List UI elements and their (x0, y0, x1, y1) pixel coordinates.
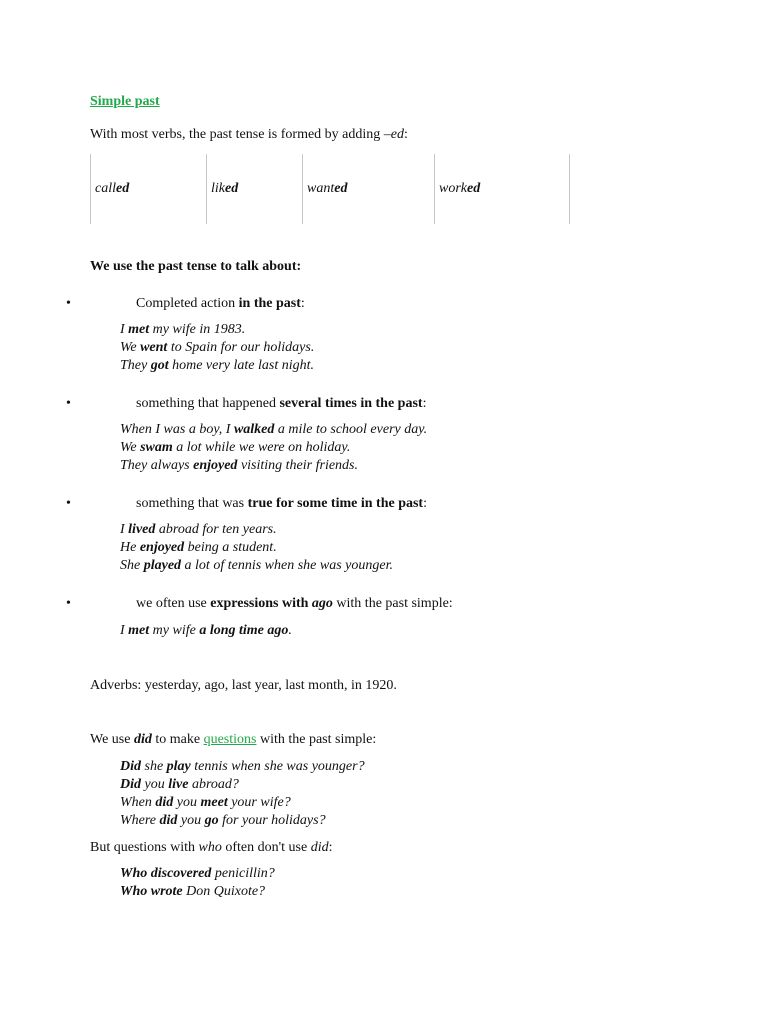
usage-end: with the past simple: (332, 596, 453, 611)
example-text: my wife (149, 623, 200, 638)
verb-worked (439, 181, 480, 197)
qi-text: to make (151, 732, 204, 747)
q-text: for your holidays? (218, 813, 326, 828)
example-line (120, 358, 314, 374)
q-word: Did (120, 777, 141, 792)
usage-several-times (136, 396, 426, 412)
intro-text (90, 127, 408, 143)
usage-emphasis: in the past (238, 296, 301, 311)
questions-intro (90, 732, 376, 748)
q-word: did (159, 813, 178, 828)
verb-ending: ed (225, 181, 239, 196)
usage-emphasis: expressions with (210, 596, 312, 611)
example-text: abroad for ten years. (155, 522, 277, 537)
verb-liked (211, 181, 238, 197)
who-text: But questions with (90, 840, 199, 855)
q-text: When (120, 795, 156, 810)
example-text: I (120, 322, 129, 337)
example-verb: walked (233, 422, 275, 437)
intro-suffix: –ed (383, 127, 404, 142)
q-word: Did (120, 759, 141, 774)
q-text: you (173, 795, 201, 810)
who-word: who (198, 840, 222, 855)
usage-emphasis: true for some time in the past (247, 496, 424, 511)
usage-text: something that was (136, 496, 248, 511)
verb-called (95, 181, 129, 197)
verb-cell (206, 154, 303, 224)
usage-end: : (300, 296, 305, 311)
example-line (120, 540, 277, 556)
example-text: She (120, 558, 144, 573)
example-text: being a student. (184, 540, 277, 555)
bullet-icon: • (66, 596, 71, 611)
question-line (120, 777, 239, 793)
usage-emphasis-italic: ago (311, 596, 333, 611)
example-verb: played (143, 558, 182, 573)
example-text: my wife in 1983. (149, 322, 246, 337)
verb-stem: work (439, 181, 467, 196)
question-line (120, 795, 291, 811)
example-text: a mile to school every day. (274, 422, 428, 437)
example-text: a lot while we were on holiday. (172, 440, 351, 455)
example-line (120, 458, 358, 474)
question-line (120, 813, 326, 829)
example-verb: enjoyed (139, 540, 185, 555)
page-title[interactable]: Simple past (90, 94, 160, 109)
example-text: visiting their friends. (237, 458, 358, 473)
section-heading: We use the past tense to talk about: (90, 259, 302, 274)
example-line (120, 522, 277, 538)
who-q-bold: Who wrote (120, 884, 183, 899)
verb-stem: lik (211, 181, 225, 196)
example-line (120, 623, 292, 639)
questions-link[interactable]: questions (203, 732, 257, 747)
who-intro (90, 840, 332, 856)
who-question-line (120, 884, 265, 900)
who-did: did (310, 840, 329, 855)
usage-text: Completed action (136, 296, 239, 311)
verb-wanted (307, 181, 347, 197)
example-text: I (120, 522, 129, 537)
verb-ending: ed (116, 181, 130, 196)
example-line (120, 558, 393, 574)
q-text: tennis when she was younger? (190, 759, 365, 774)
usage-completed-action (136, 296, 305, 312)
q-text: abroad? (188, 777, 239, 792)
example-line (120, 340, 314, 356)
usage-text: something that happened (136, 396, 280, 411)
usage-text: we often use (136, 596, 211, 611)
example-text: . (288, 623, 292, 638)
verb-ending: ed (467, 181, 481, 196)
bullet-icon: • (66, 396, 71, 411)
example-line (120, 322, 245, 338)
intro-text-main: With most verbs, the past tense is formed by adding (90, 127, 384, 142)
example-verb: enjoyed (193, 458, 238, 473)
verb-stem: call (95, 181, 116, 196)
example-verb: swam (140, 440, 173, 455)
verb-cell (302, 154, 435, 224)
q-verb: meet (200, 795, 228, 810)
example-text: I (120, 623, 129, 638)
usage-emphasis: several times in the past (279, 396, 423, 411)
who-q-text: Don Quixote? (182, 884, 266, 899)
qi-did: did (133, 732, 152, 747)
example-line (120, 440, 350, 456)
q-verb: live (168, 777, 189, 792)
q-text: you (177, 813, 205, 828)
who-text: often don't use (221, 840, 311, 855)
bullet-icon: • (66, 296, 71, 311)
example-text: to Spain for our holidays. (167, 340, 315, 355)
qi-text: We use (90, 732, 134, 747)
q-verb: play (166, 759, 191, 774)
usage-end: : (423, 496, 427, 511)
usage-end: : (422, 396, 427, 411)
verb-stem: want (307, 181, 335, 196)
example-verb: went (140, 340, 168, 355)
who-q-text: penicillin? (211, 866, 275, 881)
example-emphasis: a long time ago (199, 623, 289, 638)
example-verb: met (128, 623, 150, 638)
q-verb: go (204, 813, 219, 828)
example-text: a lot of tennis when she was younger. (181, 558, 393, 573)
verb-ending: ed (334, 181, 348, 196)
qi-text: with the past simple: (256, 732, 377, 747)
usage-expressions-ago (136, 596, 453, 612)
who-q-bold: Who discovered (120, 866, 212, 881)
example-verb: lived (128, 522, 156, 537)
example-text: They (120, 358, 151, 373)
example-text: We (120, 340, 141, 355)
example-line (120, 422, 427, 438)
adverbs-line: Adverbs: yesterday, ago, last year, last month, in 1920. (90, 678, 397, 693)
example-text: When I was a boy, I (120, 422, 234, 437)
verb-cell (434, 154, 570, 224)
who-text: : (328, 840, 333, 855)
example-text: They always (120, 458, 194, 473)
q-text: your wife? (227, 795, 291, 810)
intro-end: : (404, 127, 408, 142)
q-text: you (141, 777, 169, 792)
example-text: We (120, 440, 141, 455)
example-text: home very late last night. (168, 358, 315, 373)
who-question-line (120, 866, 275, 882)
q-word: did (155, 795, 174, 810)
example-verb: met (128, 322, 150, 337)
bullet-icon: • (66, 496, 71, 511)
example-verb: got (150, 358, 169, 373)
example-text: He (120, 540, 140, 555)
question-line (120, 759, 365, 775)
usage-true-for-time (136, 496, 427, 512)
verb-cell (90, 154, 207, 224)
q-text: she (141, 759, 167, 774)
q-text: Where (120, 813, 160, 828)
